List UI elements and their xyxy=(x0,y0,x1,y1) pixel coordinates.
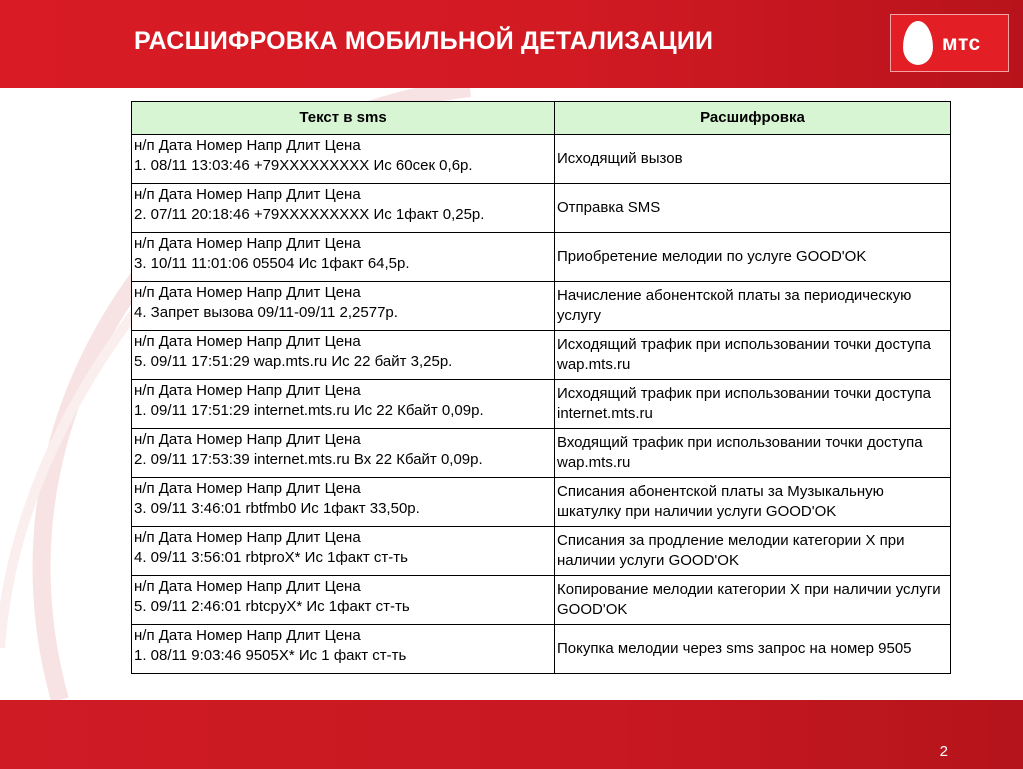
detail-table xyxy=(131,101,951,674)
decoding-cell: Списания абонентской платы за Музыкальную шкатулку при наличии услуги GOOD'OK xyxy=(555,478,951,527)
sms-columns-line: н/п Дата Номер Напр Длит Цена xyxy=(134,382,361,399)
sms-text-cell xyxy=(132,478,555,527)
sms-values-line: 1. 08/11 9:03:46 9505X* Ис 1 факт ст-ть xyxy=(134,647,407,664)
mts-logo xyxy=(890,14,1009,72)
sms-values-line: 1. 08/11 13:03:46 +79XXXXXXXXX Ис 60сек 0,6р. xyxy=(134,157,473,174)
footer-bar xyxy=(0,700,1023,769)
table-row xyxy=(132,135,951,184)
table-header-row xyxy=(132,102,951,135)
sms-values-line: 3. 09/11 3:46:01 rbtfmb0 Ис 1факт 33,50р. xyxy=(134,500,420,517)
decoding-cell: Отправка SMS xyxy=(555,184,951,233)
table-row xyxy=(132,380,951,429)
sms-columns-line: н/п Дата Номер Напр Длит Цена xyxy=(134,480,361,497)
decoding-cell: Списания за продление мелодии категории X при наличии услуги GOOD'OK xyxy=(555,527,951,576)
sms-text-cell xyxy=(132,429,555,478)
sms-columns-line: н/п Дата Номер Напр Длит Цена xyxy=(134,578,361,595)
table-row xyxy=(132,233,951,282)
sms-columns-line: н/п Дата Номер Напр Длит Цена xyxy=(134,627,361,644)
sms-columns-line: н/п Дата Номер Напр Длит Цена xyxy=(134,529,361,546)
column-header-sms-text: Текст в sms xyxy=(132,102,555,135)
egg-icon xyxy=(903,21,933,65)
sms-text-cell xyxy=(132,233,555,282)
decoding-cell: Копирование мелодии категории X при наличии услуги GOOD'OK xyxy=(555,576,951,625)
table-row xyxy=(132,527,951,576)
sms-text-cell xyxy=(132,184,555,233)
sms-values-line: 2. 07/11 20:18:46 +79XXXXXXXXX Ис 1факт 0,25р. xyxy=(134,206,485,223)
table-row xyxy=(132,478,951,527)
decoding-cell: Исходящий вызов xyxy=(555,135,951,184)
sms-text-cell xyxy=(132,527,555,576)
sms-values-line: 4. 09/11 3:56:01 rbtproX* Ис 1факт ст-ть xyxy=(134,549,408,566)
logo-text: мтс xyxy=(942,32,981,55)
sms-values-line: 3. 10/11 11:01:06 05504 Ис 1факт 64,5р. xyxy=(134,255,410,272)
page-title: РАСШИФРОВКА МОБИЛЬНОЙ ДЕТАЛИЗАЦИИ xyxy=(134,27,714,55)
sms-text-cell xyxy=(132,380,555,429)
sms-columns-line: н/п Дата Номер Напр Длит Цена xyxy=(134,137,361,154)
sms-values-line: 5. 09/11 2:46:01 rbtcpyX* Ис 1факт ст-ть xyxy=(134,598,410,615)
decoding-cell: Входящий трафик при использовании точки доступа wap.mts.ru xyxy=(555,429,951,478)
decoding-cell: Исходящий трафик при использовании точки доступа internet.mts.ru xyxy=(555,380,951,429)
table-row xyxy=(132,184,951,233)
sms-text-cell xyxy=(132,576,555,625)
table-row xyxy=(132,282,951,331)
sms-columns-line: н/п Дата Номер Напр Длит Цена xyxy=(134,284,361,301)
table-row xyxy=(132,429,951,478)
decoding-cell: Начисление абонентской платы за периодическую услугу xyxy=(555,282,951,331)
sms-values-line: 4. Запрет вызова 09/11-09/11 2,2577р. xyxy=(134,304,398,321)
table-row xyxy=(132,625,951,674)
sms-values-line: 1. 09/11 17:51:29 internet.mts.ru Ис 22 Кбайт 0,09р. xyxy=(134,402,484,419)
decoding-cell: Покупка мелодии через sms запрос на номер 9505 xyxy=(555,625,951,674)
sms-columns-line: н/п Дата Номер Напр Длит Цена xyxy=(134,431,361,448)
page-number: 2 xyxy=(939,743,948,760)
sms-text-cell xyxy=(132,331,555,380)
sms-columns-line: н/п Дата Номер Напр Длит Цена xyxy=(134,235,361,252)
decoding-cell: Исходящий трафик при использовании точки доступа wap.mts.ru xyxy=(555,331,951,380)
sms-values-line: 2. 09/11 17:53:39 internet.mts.ru Вх 22 Кбайт 0,09р. xyxy=(134,451,483,468)
sms-text-cell xyxy=(132,625,555,674)
column-header-decoding: Расшифровка xyxy=(555,102,951,135)
sms-text-cell xyxy=(132,282,555,331)
header-bar xyxy=(0,0,1023,88)
decoding-cell: Приобретение мелодии по услуге GOOD'OK xyxy=(555,233,951,282)
sms-columns-line: н/п Дата Номер Напр Длит Цена xyxy=(134,333,361,350)
sms-text-cell xyxy=(132,135,555,184)
table-row xyxy=(132,576,951,625)
sms-values-line: 5. 09/11 17:51:29 wap.mts.ru Ис 22 байт 3,25р. xyxy=(134,353,453,370)
sms-columns-line: н/п Дата Номер Напр Длит Цена xyxy=(134,186,361,203)
table-row xyxy=(132,331,951,380)
